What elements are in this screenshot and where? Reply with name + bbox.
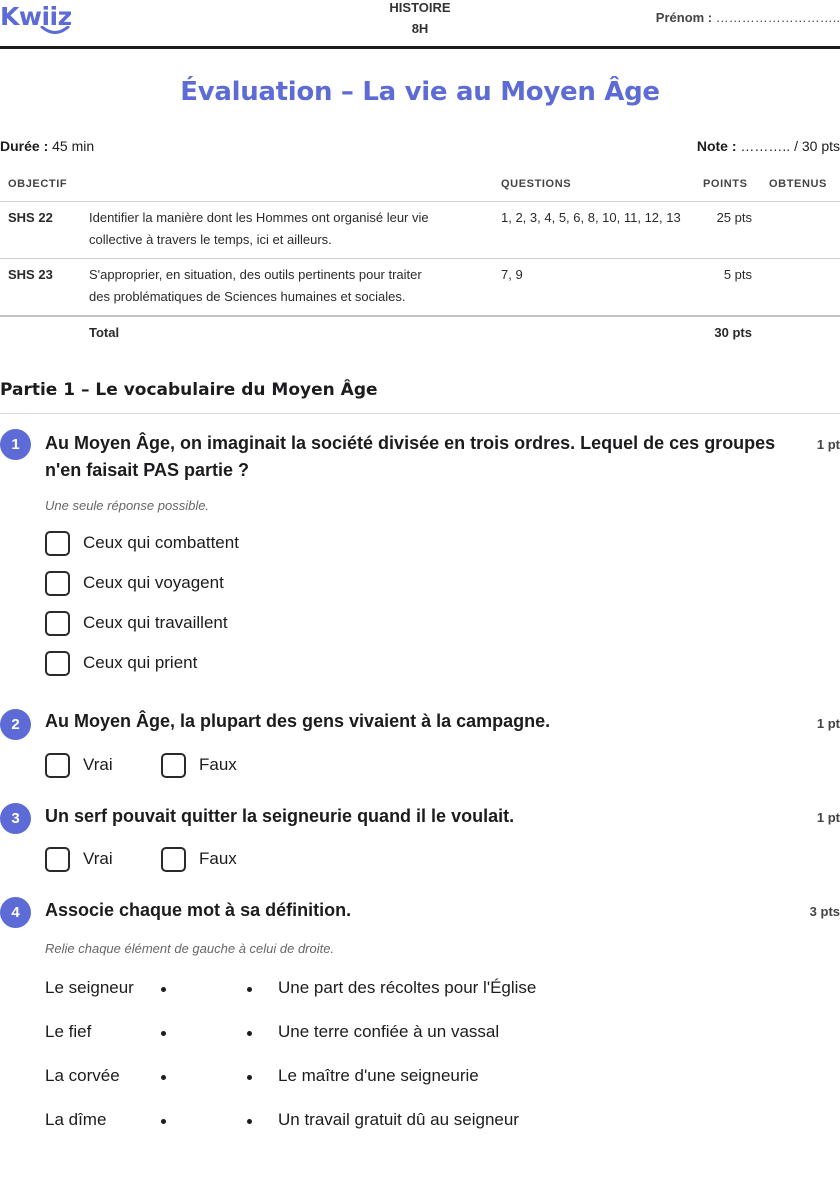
section-title: Partie 1 – Le vocabulaire du Moyen Âge <box>0 380 378 400</box>
duration-value: 45 min <box>52 138 95 154</box>
table-divider <box>0 258 840 259</box>
name-label: Prénom : <box>655 10 713 25</box>
option-label: Vrai <box>83 755 113 774</box>
option-label: Faux <box>199 755 237 774</box>
option-label: Ceux qui combattent <box>83 533 239 552</box>
question-hint: Relie chaque élément de gauche à celui de droite. <box>45 941 335 956</box>
question-text: Associe chaque mot à sa définition. <box>45 900 352 920</box>
duration <box>0 138 94 154</box>
question-hint: Une seule réponse possible. <box>45 498 210 513</box>
note-value: ……….. / 30 pts <box>740 138 840 154</box>
name-field[interactable] <box>656 10 840 25</box>
option-label: Faux <box>199 849 237 868</box>
name-dots: ……………………….. <box>715 10 840 25</box>
match-left-dot[interactable] <box>161 1075 166 1080</box>
checkbox-icon[interactable] <box>161 847 186 872</box>
match-left-item: Le fief <box>45 1022 92 1041</box>
section-divider <box>0 413 840 414</box>
checkbox-icon[interactable] <box>45 611 70 636</box>
table-divider <box>0 201 840 202</box>
checkbox-icon[interactable] <box>45 753 70 778</box>
question-number: 4 <box>0 897 31 928</box>
table-divider <box>0 315 840 317</box>
col-header-obtenus: OBTENUS <box>769 178 827 190</box>
checkbox-icon[interactable] <box>45 571 70 596</box>
match-right-dot[interactable] <box>247 1031 252 1036</box>
row2-code: SHS 23 <box>8 267 53 282</box>
row1-code: SHS 22 <box>8 210 53 225</box>
note-label: Note : <box>696 138 737 154</box>
match-left-dot[interactable] <box>161 1119 166 1124</box>
total-label: Total <box>89 325 120 340</box>
question-points: 3 pts <box>809 904 840 919</box>
question-number: 1 <box>0 429 31 460</box>
question-number: 3 <box>0 803 31 834</box>
match-right-dot[interactable] <box>247 1119 252 1124</box>
grade-note <box>697 138 840 154</box>
row2-desc-line2: des problématiques de Sciences humaines et sociales. <box>89 289 406 304</box>
question-text-line2: n'en faisait PAS partie ? <box>45 460 249 480</box>
checkbox-icon[interactable] <box>45 651 70 676</box>
question-text-line1: Au Moyen Âge, on imaginait la société divisée en trois ordres. Lequel de ces groupes <box>45 433 776 453</box>
col-header-questions: QUESTIONS <box>501 178 572 190</box>
row1-desc-line1: Identifier la manière dont les Hommes ont organisé leur vie <box>89 210 429 225</box>
option-label: Vrai <box>83 849 113 868</box>
match-right-dot[interactable] <box>247 1075 252 1080</box>
question-number: 2 <box>0 709 31 740</box>
col-header-objectif: OBJECTIF <box>8 178 68 190</box>
checkbox-icon[interactable] <box>161 753 186 778</box>
match-left-dot[interactable] <box>161 1031 166 1036</box>
grade-label: 8H <box>411 21 429 36</box>
total-points: 30 pts <box>714 325 752 340</box>
option-label: Ceux qui voyagent <box>83 573 224 592</box>
match-right-item: Le maître d'une seigneurie <box>278 1066 479 1085</box>
logo: Kwiiz <box>0 2 72 31</box>
option-label: Ceux qui travaillent <box>83 613 228 632</box>
subject-label: HISTOIRE <box>389 0 451 15</box>
row1-points: 25 pts <box>716 210 752 225</box>
col-header-points: POINTS <box>703 178 748 190</box>
row2-desc-line1: S'approprier, en situation, des outils pertinents pour traiter <box>89 267 422 282</box>
question-text: Au Moyen Âge, la plupart des gens vivaient à la campagne. <box>45 711 551 731</box>
question-text: Un serf pouvait quitter la seigneurie quand il le voulait. <box>45 806 515 826</box>
question-points: 1 pt <box>816 437 840 452</box>
duration-label: Durée : <box>0 138 49 154</box>
match-right-item: Une terre confiée à un vassal <box>278 1022 500 1041</box>
match-left-item: Le seigneur <box>45 978 134 997</box>
row2-points: 5 pts <box>723 267 752 282</box>
question-points: 1 pt <box>816 716 840 731</box>
page-title: Évaluation – La vie au Moyen Âge <box>180 77 660 107</box>
match-right-dot[interactable] <box>247 987 252 992</box>
match-left-dot[interactable] <box>161 987 166 992</box>
checkbox-icon[interactable] <box>45 531 70 556</box>
page-header <box>0 0 840 49</box>
row2-questions: 7, 9 <box>501 267 523 282</box>
match-right-item: Une part des récoltes pour l'Église <box>278 978 537 997</box>
checkbox-icon[interactable] <box>45 847 70 872</box>
option-label: Ceux qui prient <box>83 653 198 672</box>
match-left-item: La dîme <box>45 1110 107 1129</box>
row1-desc-line2: collective à travers le temps, ici et ailleurs. <box>89 232 332 247</box>
match-right-item: Un travail gratuit dû au seigneur <box>278 1110 519 1129</box>
match-left-item: La corvée <box>45 1066 120 1085</box>
question-points: 1 pt <box>816 810 840 825</box>
row1-questions: 1, 2, 3, 4, 5, 6, 8, 10, 11, 12, 13 <box>501 210 681 225</box>
